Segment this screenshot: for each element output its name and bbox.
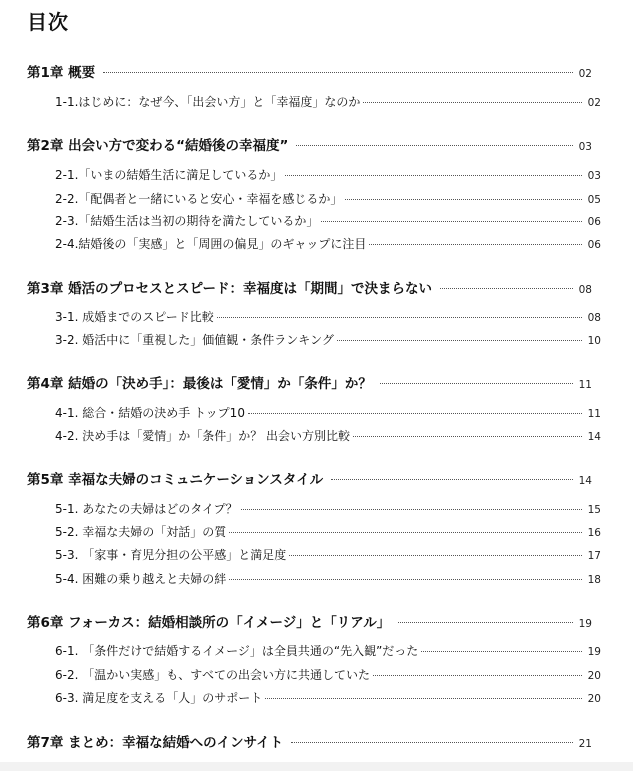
section-title: 1-1.はじめに：なぜ今、「出会い方」と「幸福度」なのか <box>55 95 361 109</box>
toc-section-2-2[interactable] <box>55 190 601 207</box>
page-number: 11 <box>578 379 592 391</box>
section-title: 4-2. 決め手は「愛情」か「条件」か？ 出会い方別比較 <box>55 429 351 443</box>
page-number: 18 <box>587 574 601 586</box>
leader-dots <box>380 383 573 384</box>
page-number: 15 <box>587 504 601 516</box>
leader-dots <box>440 288 573 289</box>
section-title: 2-1.「いまの結婚生活に満足しているか」 <box>55 168 283 182</box>
toc-section-1-1[interactable] <box>55 93 601 110</box>
toc-chapter-3[interactable] <box>27 277 592 297</box>
leader-dots <box>265 698 581 699</box>
leader-dots <box>296 145 572 146</box>
page-number: 20 <box>587 670 601 682</box>
leader-dots <box>421 651 581 652</box>
toc-section-2-1[interactable] <box>55 166 601 183</box>
toc-section-5-2[interactable] <box>55 523 601 540</box>
toc-section-5-1[interactable] <box>55 500 601 517</box>
toc-section-5-3[interactable] <box>55 546 601 563</box>
page-number: 03 <box>578 141 592 153</box>
page-number: 08 <box>578 284 592 296</box>
toc-section-2-4[interactable] <box>55 235 601 252</box>
page-number: 05 <box>587 194 601 206</box>
toc-chapter-7[interactable] <box>27 731 592 751</box>
leader-dots <box>353 436 582 437</box>
leader-dots <box>291 742 572 743</box>
page-number: 20 <box>587 693 601 705</box>
leader-dots <box>373 675 582 676</box>
toc-section-6-1[interactable] <box>55 642 601 659</box>
page-number: 14 <box>587 431 601 443</box>
section-title: 2-2.「配偶者と一緒にいると安心・幸福を感じるか」 <box>55 192 343 206</box>
page-number: 02 <box>578 68 592 80</box>
toc-chapter-2[interactable] <box>27 134 592 154</box>
leader-dots <box>229 579 581 580</box>
leader-dots <box>103 72 573 73</box>
toc-chapter-6[interactable] <box>27 611 592 631</box>
page-number: 21 <box>578 738 592 750</box>
leader-dots <box>285 175 581 176</box>
leader-dots <box>241 509 582 510</box>
leader-dots <box>229 532 581 533</box>
page-number: 19 <box>587 646 601 658</box>
toc-section-2-3[interactable] <box>55 212 601 229</box>
section-title: 5-2. 幸福な夫婦の「対話」の質 <box>55 525 227 539</box>
toc-chapter-4[interactable] <box>27 372 592 392</box>
leader-dots <box>398 622 572 623</box>
page-number: 10 <box>587 335 601 347</box>
leader-dots <box>331 479 573 480</box>
leader-dots <box>248 413 582 414</box>
toc-title: 目次 <box>27 10 69 34</box>
section-title: 6-2. 「温かい実感」も、すべての出会い方に共通していた <box>55 668 370 682</box>
leader-dots <box>337 340 582 341</box>
page-number: 02 <box>587 97 601 109</box>
section-title: 5-1. あなたの夫婦はどのタイプ？ <box>55 502 238 516</box>
page-number: 16 <box>587 527 601 539</box>
page-number: 19 <box>578 618 592 630</box>
toc-section-3-1[interactable] <box>55 308 601 325</box>
section-title: 6-3. 満足度を支える「人」のサポート <box>55 691 263 705</box>
page-number: 14 <box>578 475 592 487</box>
toc-chapter-1[interactable] <box>27 61 592 81</box>
leader-dots <box>345 199 581 200</box>
leader-dots <box>217 317 582 318</box>
leader-dots <box>363 102 581 103</box>
section-title: 2-4.結婚後の「実感」と「周囲の偏見」のギャップに注目 <box>55 237 367 251</box>
leader-dots <box>369 244 581 245</box>
toc-section-5-4[interactable] <box>55 570 601 587</box>
toc-chapter-5[interactable] <box>27 468 592 488</box>
leader-dots <box>289 555 581 556</box>
section-title: 5-4. 困難の乗り越えと夫婦の絆 <box>55 572 227 586</box>
section-title: 5-3. 「家事・育児分担の公平感」と満足度 <box>55 548 287 562</box>
section-title: 3-2. 婚活中に「重視した」価値観・条件ランキング <box>55 333 334 347</box>
page-number: 17 <box>587 550 601 562</box>
toc-section-3-2[interactable] <box>55 331 601 348</box>
page-number: 06 <box>587 239 601 251</box>
chapter-title: 第2章 出会い方で変わる“結婚後の幸福度” <box>27 138 289 154</box>
chapter-title: 第4章 結婚の「決め手」：最後は「愛情」か「条件」か？ <box>27 376 372 392</box>
chapter-title: 第3章 婚活のプロセスとスピード：幸福度は「期間」で決まらない <box>27 281 433 297</box>
leader-dots <box>321 221 581 222</box>
page-number: 06 <box>587 216 601 228</box>
toc-section-4-1[interactable] <box>55 404 601 421</box>
section-title: 4-1. 総合・結婚の決め手 トップ10 <box>55 406 245 420</box>
section-title: 3-1. 成婚までのスピード比較 <box>55 310 214 324</box>
chapter-title: 第1章 概要 <box>27 65 96 81</box>
chapter-title: 第7章 まとめ：幸福な結婚へのインサイト <box>27 735 284 751</box>
chapter-title: 第5章 幸福な夫婦のコミュニケーションスタイル <box>27 472 324 488</box>
toc-section-6-3[interactable] <box>55 689 601 706</box>
page-number: 03 <box>587 170 601 182</box>
page-number: 11 <box>587 408 601 420</box>
section-title: 6-1. 「条件だけで結婚するイメージ」は全員共通の“先入観”だった <box>55 644 419 658</box>
page-bottom-edge <box>0 762 633 771</box>
toc-section-4-2[interactable] <box>55 427 601 444</box>
page-number: 08 <box>587 312 601 324</box>
toc-section-6-2[interactable] <box>55 666 601 683</box>
chapter-title: 第6章 フォーカス：結婚相談所の「イメージ」と「リアル」 <box>27 615 391 631</box>
section-title: 2-3.「結婚生活は当初の期待を満たしているか」 <box>55 214 319 228</box>
